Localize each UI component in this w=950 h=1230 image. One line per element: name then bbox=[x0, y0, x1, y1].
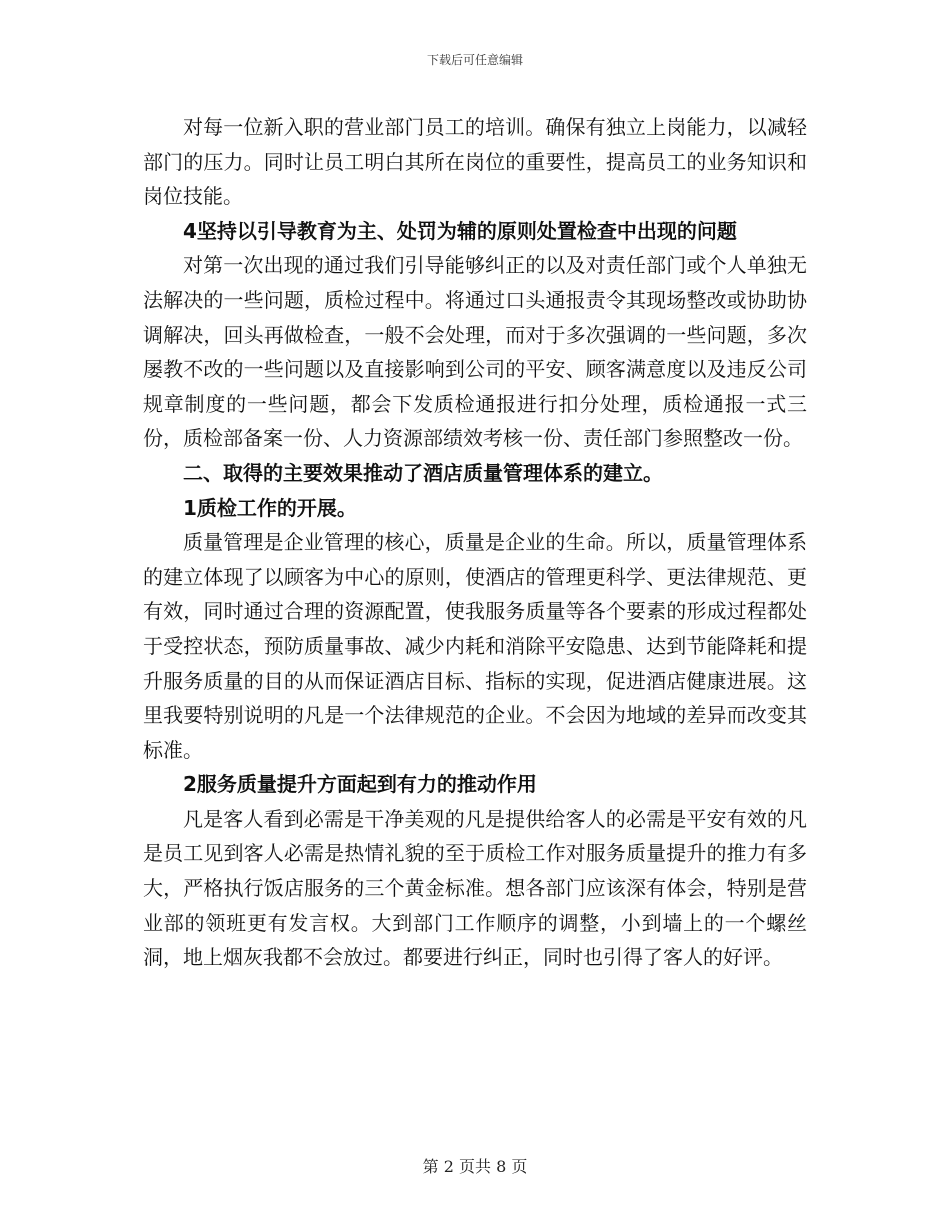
paragraph-problem-handling: 对第一次出现的通过我们引导能够纠正的以及对责任部门或个人单独无法解决的一些问题，质检过程中。将通过口头通报责令其现场整改或协助协调解决，回头再做检查，一般不会处理，而对于多次强调的一些问题，多次屡教不改的一些问题以及直接影响到公司的平安、顾客满意度以及违反公司规章制度的一些问题，都会下发质检通报进行扣分处理，质检通报一式三份，质检部备案一份、人力资源部绩效考核一份、责任部门参照整改一份。 bbox=[143, 253, 807, 451]
heading-main-results: 二、取得的主要效果推动了酒店质量管理体系的建立。 bbox=[183, 460, 663, 485]
page-header: 下载后可任意编辑 bbox=[426, 53, 523, 67]
document-body bbox=[143, 110, 807, 975]
heading-principle: 4坚持以引导教育为主、处罚为辅的原则处置检查中出现的问题 bbox=[183, 218, 737, 243]
paragraph-service-standards: 凡是客人看到必需是干净美观的凡是提供给客人的必需是平安有效的凡是员工见到客人必需是热情礼貌的至于质检工作对服务质量提升的推力有多大，严格执行饭店服务的三个黄金标准。想各部门应该深有体会，特别是营业部的领班更有发言权。大到部门工作顺序的调整，小到墙上的一个螺丝洞，地上烟灰我都不会放过。都要进行纠正，同时也引得了客人的好评。 bbox=[143, 806, 807, 970]
paragraph-quality-management: 质量管理是企业管理的核心，质量是企业的生命。所以，质量管理体系的建立体现了以顾客为中心的原则，使酒店的管理更科学、更法律规范、更有效，同时通过合理的资源配置，使我服务质量等各个要素的形成过程都处于受控状态，预防质量事故、减少内耗和消除平安隐患、达到节能降耗和提升服务质量的目的从而保证酒店目标、指标的实现，促进酒店健康进展。这里我要特别说明的凡是一个法律规范的企业。不会因为地域的差异而改变其标准。 bbox=[143, 530, 807, 762]
heading-service-quality: 2服务质量提升方面起到有力的推动作用 bbox=[183, 772, 537, 797]
paragraph-training: 对每一位新入职的营业部门员工的培训。确保有独立上岗能力，以减轻部门的压力。同时让员工明白其所在岗位的重要性，提高员工的业务知识和岗位技能。 bbox=[143, 115, 807, 209]
heading-qc-work: 1质检工作的开展。 bbox=[183, 495, 357, 520]
page-number: 第 2 页共 8 页 bbox=[422, 1157, 528, 1176]
